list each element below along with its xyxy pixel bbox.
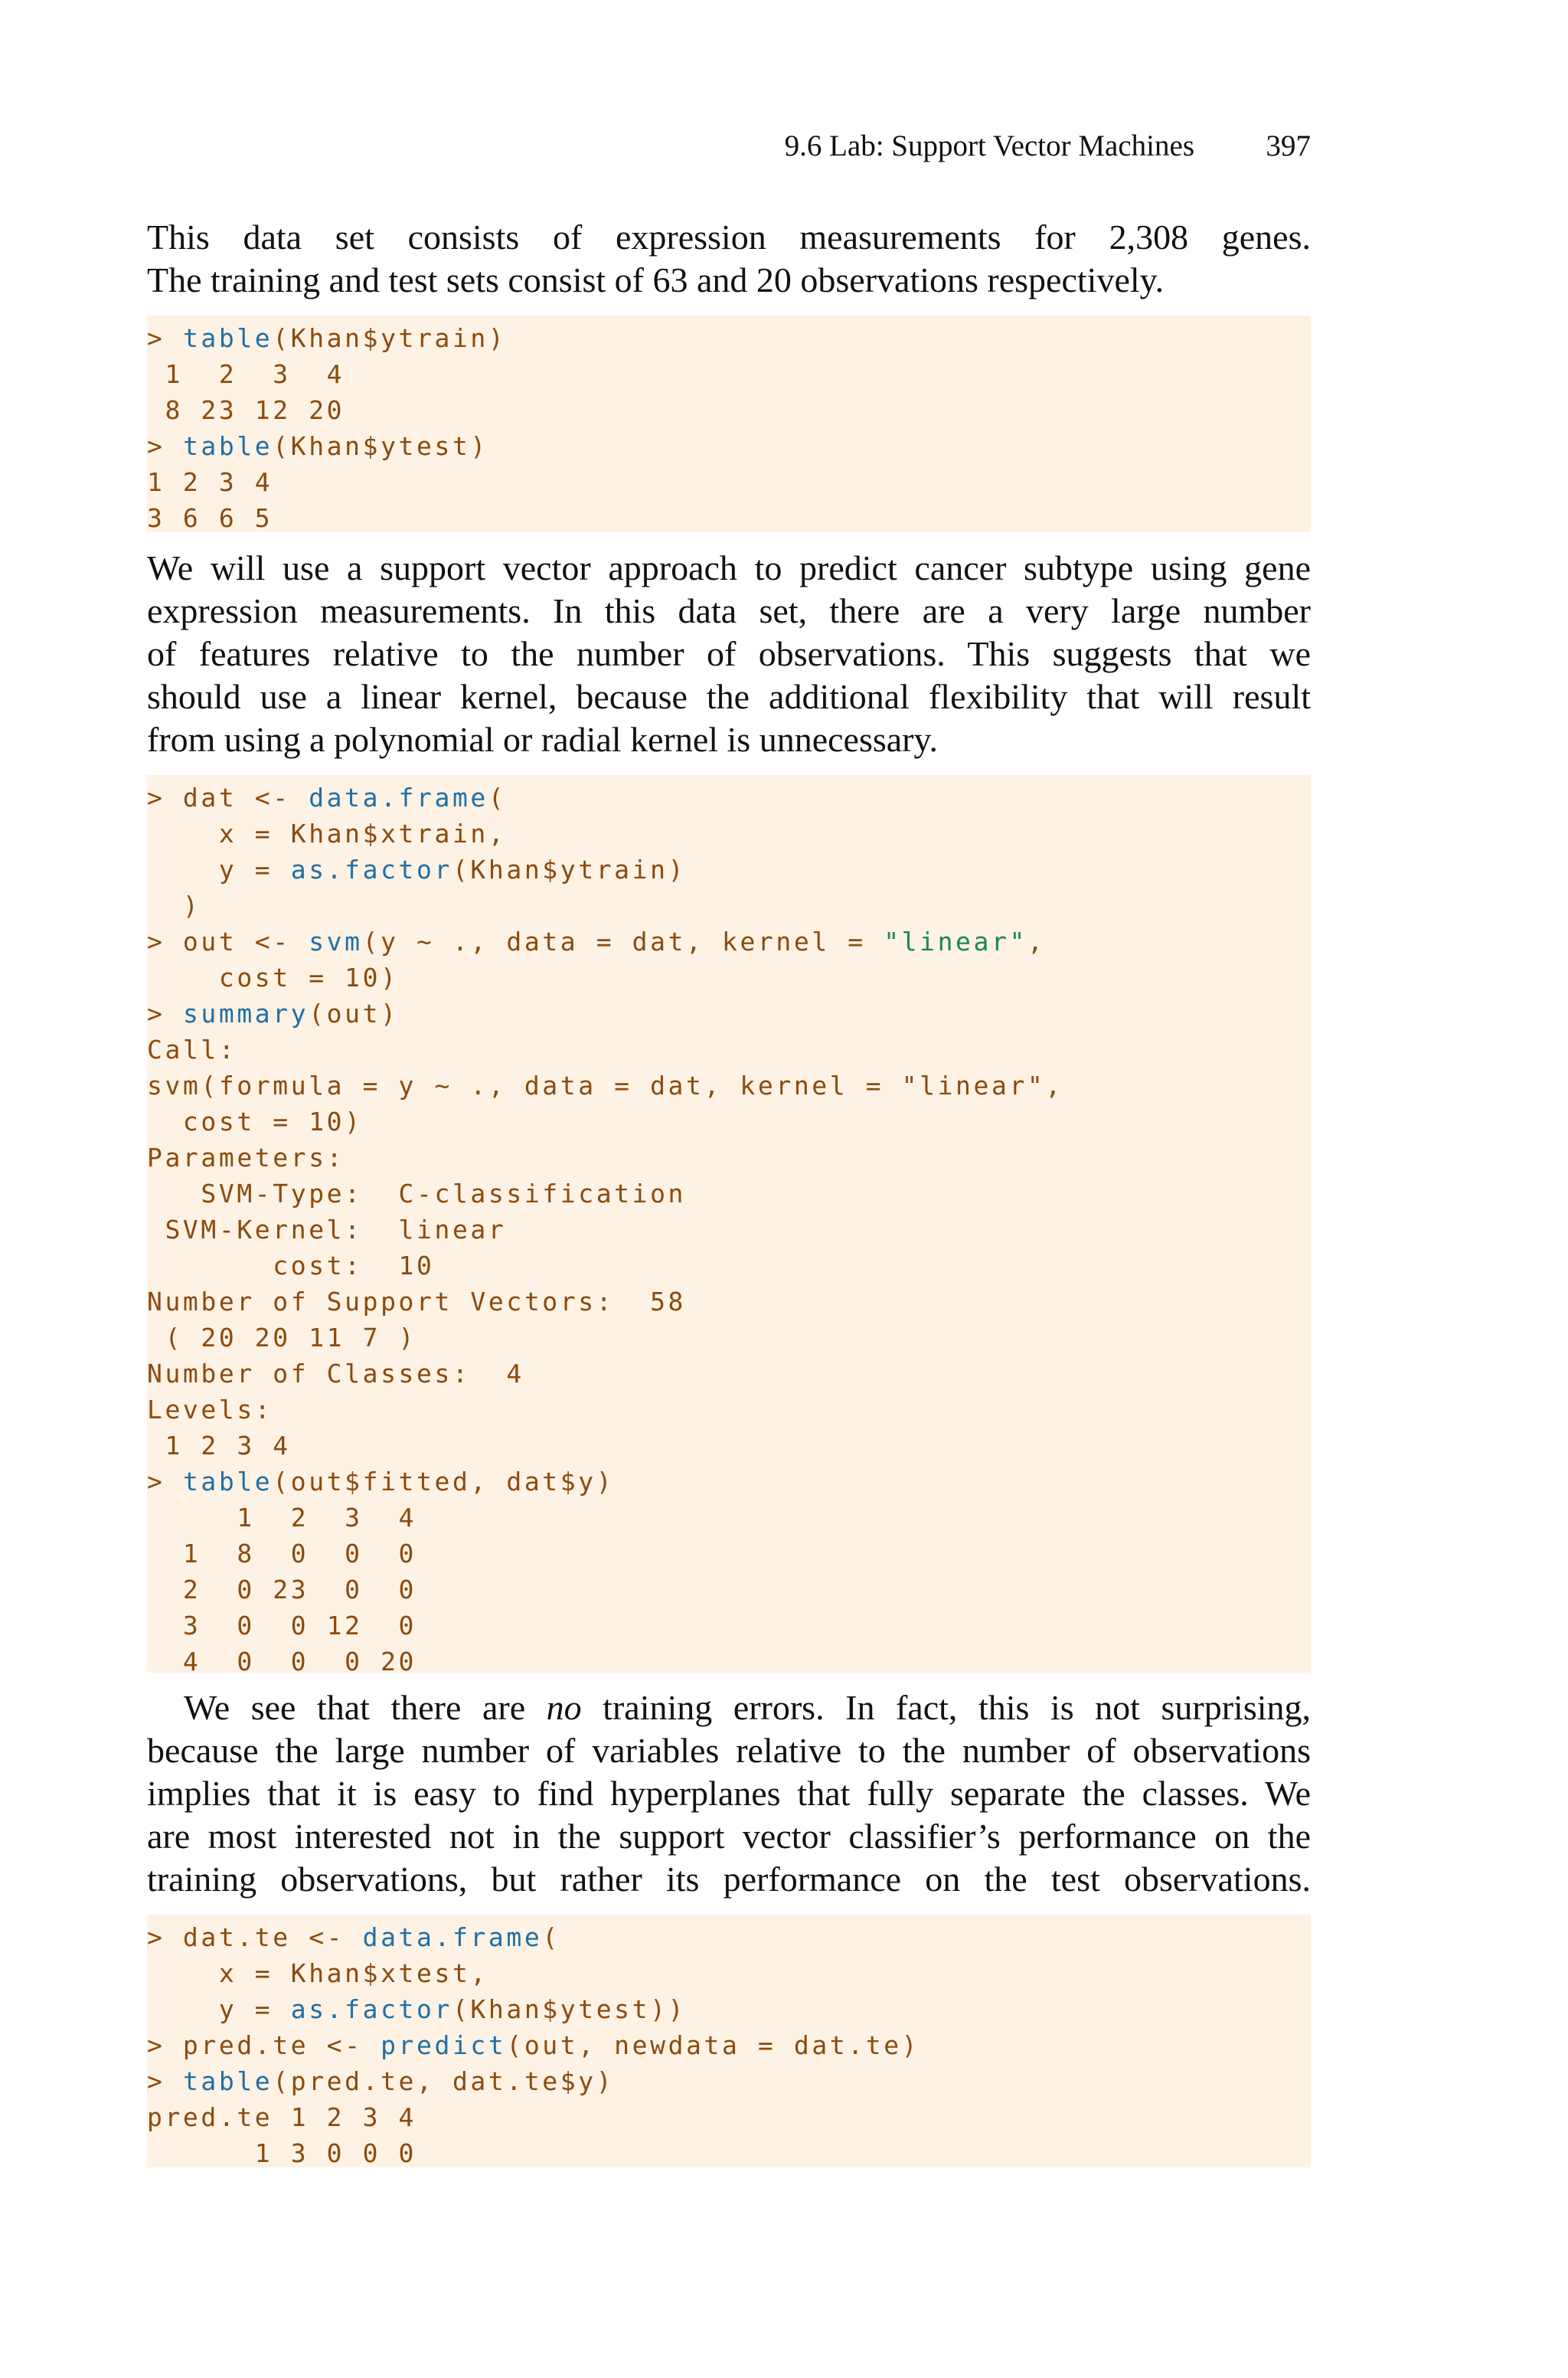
code-line: > dat <- data.frame( (147, 783, 507, 813)
code-line: cost = 10) (147, 1107, 363, 1137)
code-line: 1 2 3 4 (147, 1503, 417, 1532)
page-number: 397 (1266, 129, 1311, 162)
code-line: > pred.te <- predict(out, newdata = dat.te) (147, 2030, 920, 2060)
code-line: > summary(out) (147, 999, 399, 1029)
code-line: svm(formula = y ~ ., data = dat, kernel = "linear", (147, 1071, 1063, 1101)
code-line: cost = 10) (147, 963, 399, 993)
text-line: from using a polynomial or radial kernel is unnecessary. (147, 720, 939, 759)
text-line: training observations, but rather its performance on the test observations. (147, 1860, 1311, 1899)
code-line: 1 3 0 0 0 (147, 2138, 417, 2168)
code-line: 2 0 23 0 0 (147, 1575, 417, 1604)
code-line: Parameters: (147, 1143, 345, 1173)
text-line: of features relative to the number of observations. This suggests that we (147, 634, 1311, 673)
code-line: x = Khan$xtrain, (147, 819, 507, 849)
code-line: ( 20 20 11 7 ) (147, 1323, 417, 1353)
code-line: > out <- svm(y ~ ., data = dat, kernel = "linear", (147, 927, 1046, 957)
page-header (147, 129, 1311, 168)
text-line: expression measurements. In this data set, there are a very large number (147, 591, 1311, 630)
code-line: x = Khan$xtest, (147, 1958, 488, 1988)
code-line: > table(Khan$ytrain) (147, 323, 507, 353)
code-block-test-prediction (147, 1915, 1311, 2167)
code-line: pred.te 1 2 3 4 (147, 2102, 417, 2132)
code-line: > dat.te <- data.frame( (147, 1922, 560, 1952)
code-line: > table(Khan$ytest) (147, 431, 488, 461)
text-line: should use a linear kernel, because the additional flexibility that will result (147, 677, 1311, 716)
paragraph-dataset-description (147, 216, 1311, 302)
code-block-table-counts (147, 316, 1311, 532)
text-line: because the large number of variables relative to the number of observations (147, 1731, 1311, 1770)
code-line: 3 0 0 12 0 (147, 1611, 417, 1640)
text-line: We see that there are no training errors. In fact, this is not surprising, (184, 1688, 1311, 1727)
code-block-svm-fit (147, 775, 1311, 1676)
text-line: implies that it is easy to find hyperplanes that fully separate the classes. We (147, 1774, 1311, 1813)
code-line: ) (147, 891, 201, 921)
paragraph-approach (147, 547, 1311, 761)
code-line: 1 2 3 4 (147, 359, 345, 389)
running-head: 9.6 Lab: Support Vector Machines (784, 129, 1194, 162)
code-line: Number of Support Vectors: 58 (147, 1287, 687, 1317)
text-line: are most interested not in the support vector classifier’s performance on the (147, 1817, 1311, 1856)
code-line: Number of Classes: 4 (147, 1359, 524, 1389)
code-line: 4 0 0 0 20 (147, 1647, 417, 1676)
code-line: SVM-Kernel: linear (147, 1215, 507, 1245)
paragraph-training-errors (147, 1686, 1311, 1901)
code-line: 1 8 0 0 0 (147, 1539, 417, 1568)
text-line: This data set consists of expression measurements for 2,308 genes. (147, 218, 1311, 257)
code-line: 1 2 3 4 (147, 467, 273, 497)
code-line: > table(pred.te, dat.te$y) (147, 2066, 615, 2096)
code-line: Call: (147, 1035, 237, 1065)
code-line: cost: 10 (147, 1251, 435, 1281)
text-line: The training and test sets consist of 63 and 20 observations respectively. (147, 260, 1165, 299)
code-line: 8 23 12 20 (147, 395, 345, 425)
code-line: SVM-Type: C-classification (147, 1179, 687, 1209)
code-line: 1 2 3 4 (147, 1431, 291, 1460)
code-line: y = as.factor(Khan$ytest)) (147, 1994, 687, 2024)
code-line: Levels: (147, 1395, 273, 1425)
text-line: We will use a support vector approach to predict cancer subtype using gene (147, 548, 1311, 587)
code-line: > table(out$fitted, dat$y) (147, 1467, 615, 1496)
code-line: 3 6 6 5 (147, 503, 273, 533)
code-line: y = as.factor(Khan$ytrain) (147, 855, 687, 885)
